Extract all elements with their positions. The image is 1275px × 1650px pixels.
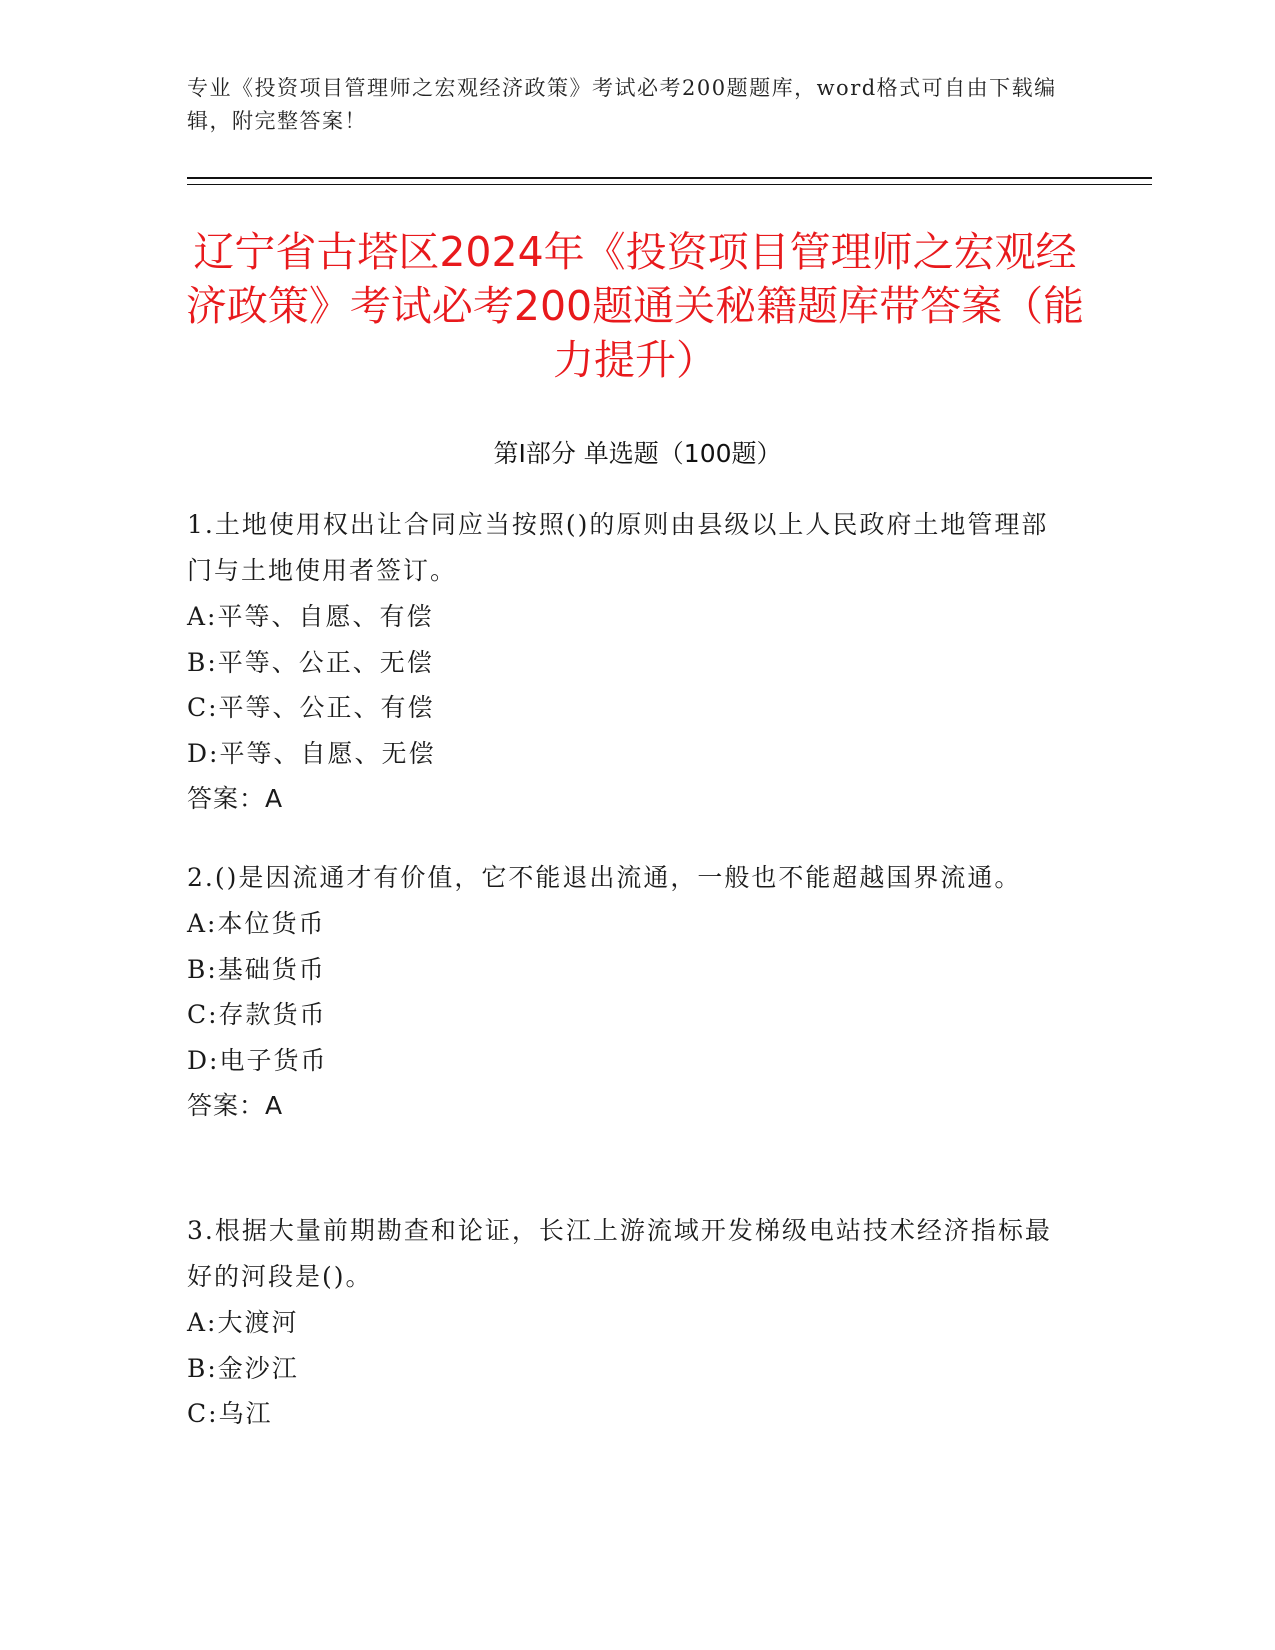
answer-line: 答案：A [187, 784, 284, 813]
question-stem: 2.()是因流通才有价值，它不能退出流通，一般也不能超越国界流通。 [187, 863, 1022, 892]
question-stem: 3.根据大量前期勘查和论证，长江上游流域开发梯级电站技术经济指标最好的河段是()。 [187, 1216, 1052, 1291]
document-title: 辽宁省古塔区2024年《投资项目管理师之宏观经济政策》考试必考200题通关秘籍题库带答案（能力提升） [185, 228, 1085, 384]
question-1 [187, 502, 1067, 822]
option-c: C:乌江 [187, 1399, 273, 1428]
option-d: D:平等、自愿、无偿 [187, 738, 436, 768]
option-c: C:存款货币 [187, 1000, 327, 1029]
header-rule-thin [187, 184, 1152, 185]
option-a: A:大渡河 [187, 1308, 299, 1337]
option-a: A:本位货币 [187, 909, 326, 938]
option-c: C:平等、公正、有偿 [187, 693, 435, 722]
option-b: B:金沙江 [187, 1353, 299, 1383]
option-b: B:基础货币 [187, 954, 326, 984]
section-heading: 第I部分 单选题（100题） [493, 439, 782, 468]
header-rule-thick [187, 177, 1152, 179]
option-d: D:电子货币 [187, 1045, 328, 1075]
question-2 [187, 855, 1067, 1129]
option-b: B:平等、公正、无偿 [187, 647, 434, 677]
question-stem: 1.土地使用权出让合同应当按照()的原则由县级以上人民政府土地管理部门与土地使用者签订。 [187, 510, 1049, 585]
option-a: A:平等、自愿、有偿 [187, 602, 434, 631]
question-3 [187, 1208, 1067, 1437]
answer-line: 答案：A [187, 1091, 284, 1120]
header-note: 专业《投资项目管理师之宏观经济政策》考试必考200题题库，word格式可自由下载编辑，附完整答案！ [187, 76, 1057, 133]
